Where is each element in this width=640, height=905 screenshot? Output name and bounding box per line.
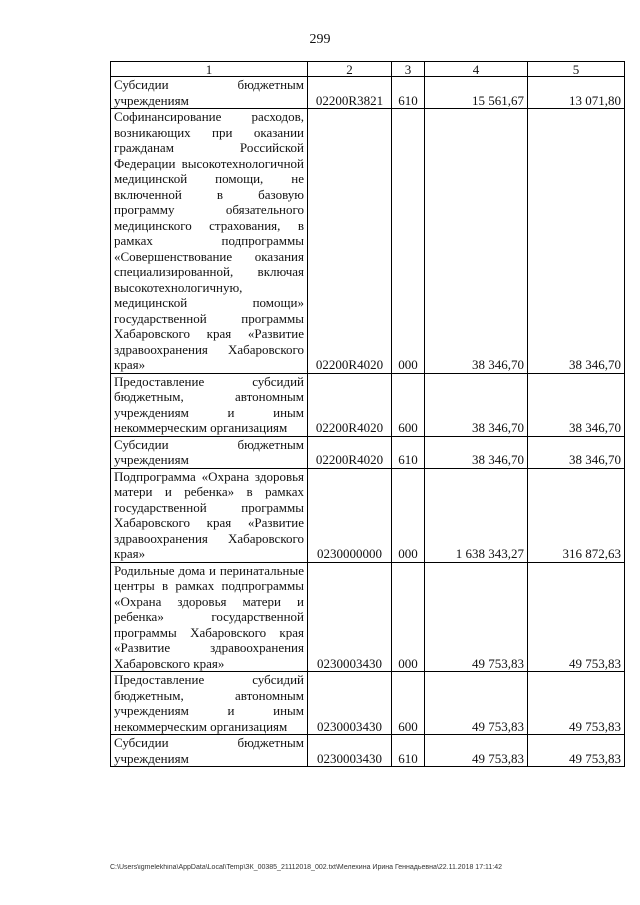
row-description: Предоставление субсидий бюджетным, автономным учреждениям и иным некоммерческим организациям <box>111 672 308 735</box>
row-expense-type: 610 <box>392 436 425 468</box>
table-row <box>111 373 625 436</box>
row-target-code: 0230003430 <box>308 562 392 672</box>
table-row <box>111 77 625 109</box>
column-header-description: 1 <box>111 62 308 77</box>
row-amount-1: 49 753,83 <box>425 735 528 767</box>
row-description: Родильные дома и перинатальные центры в рамках подпрограммы «Охрана здоровья матери и ребенка» государственной программы Хабаровского края «Развитие здравоохранения Хабаровского края» <box>111 562 308 672</box>
table-row <box>111 109 625 374</box>
row-amount-2: 49 753,83 <box>528 672 625 735</box>
row-description: Субсидии бюджетным учреждениям <box>111 436 308 468</box>
row-target-code: 0230000000 <box>308 468 392 562</box>
row-amount-1: 38 346,70 <box>425 373 528 436</box>
row-amount-2: 38 346,70 <box>528 109 625 374</box>
table-header-row <box>111 62 625 77</box>
row-amount-1: 38 346,70 <box>425 109 528 374</box>
row-target-code: 02200R4020 <box>308 373 392 436</box>
row-description: Субсидии бюджетным учреждениям <box>111 77 308 109</box>
column-header-amount-2: 5 <box>528 62 625 77</box>
page-number: 299 <box>309 32 331 47</box>
file-path-footer: C:\Users\igmelekhina\AppData\Local\Temp\ЗК_00385_21112018_002.txt\Мелехина Ирина Геннадьевна\22.11.2018 17:11:42 <box>110 864 503 871</box>
row-amount-1: 15 561,67 <box>425 77 528 109</box>
row-target-code: 02200R4020 <box>308 436 392 468</box>
budget-table <box>110 61 625 767</box>
row-amount-2: 316 872,63 <box>528 468 625 562</box>
row-target-code: 02200R3821 <box>308 77 392 109</box>
row-target-code: 0230003430 <box>308 672 392 735</box>
table-row <box>111 735 625 767</box>
row-expense-type: 610 <box>392 735 425 767</box>
table-row <box>111 468 625 562</box>
row-amount-1: 38 346,70 <box>425 436 528 468</box>
row-amount-1: 49 753,83 <box>425 562 528 672</box>
row-expense-type: 000 <box>392 562 425 672</box>
row-amount-2: 38 346,70 <box>528 436 625 468</box>
row-amount-1: 49 753,83 <box>425 672 528 735</box>
table-row <box>111 562 625 672</box>
table-row <box>111 672 625 735</box>
column-header-target-code: 2 <box>308 62 392 77</box>
row-amount-2: 49 753,83 <box>528 562 625 672</box>
row-expense-type: 610 <box>392 77 425 109</box>
row-expense-type: 000 <box>392 468 425 562</box>
row-amount-1: 1 638 343,27 <box>425 468 528 562</box>
table-row <box>111 436 625 468</box>
row-expense-type: 600 <box>392 672 425 735</box>
row-amount-2: 13 071,80 <box>528 77 625 109</box>
row-target-code: 0230003430 <box>308 735 392 767</box>
row-description: Субсидии бюджетным учреждениям <box>111 735 308 767</box>
column-header-expense-type: 3 <box>392 62 425 77</box>
row-amount-2: 38 346,70 <box>528 373 625 436</box>
row-description: Предоставление субсидий бюджетным, автономным учреждениям и иным некоммерческим организациям <box>111 373 308 436</box>
row-description: Софинансирование расходов, возникающих при оказании гражданам Российской Федерации высокотехнологичной медицинской помощи, не включенной в базовую программу обязательного медицинского страхования, в рамках подпрограммы «Совершенствование оказания специализированной, включая высокотехнологичную, медицинской помощи» государственной программы Хабаровского края «Развитие здравоохранения Хабаровского края» <box>111 109 308 374</box>
row-expense-type: 000 <box>392 109 425 374</box>
row-amount-2: 49 753,83 <box>528 735 625 767</box>
row-target-code: 02200R4020 <box>308 109 392 374</box>
row-description: Подпрограмма «Охрана здоровья матери и ребенка» в рамках государственной программы Хабаровского края «Развитие здравоохранения Хабаровского края» <box>111 468 308 562</box>
row-expense-type: 600 <box>392 373 425 436</box>
column-header-amount-1: 4 <box>425 62 528 77</box>
